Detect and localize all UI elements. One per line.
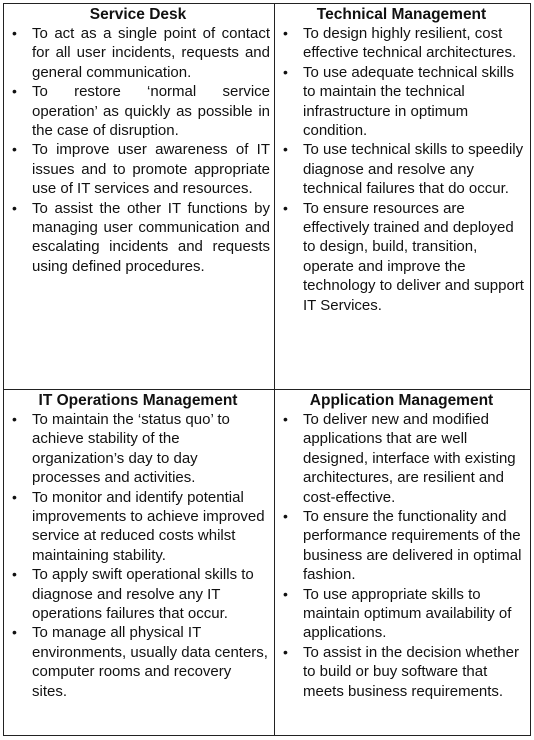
service-desk-list: [6, 24, 270, 276]
bullet-icon: •: [283, 585, 288, 602]
bullet-icon: •: [283, 411, 288, 427]
bullet-icon: •: [283, 141, 288, 158]
bullet-icon: •: [12, 411, 17, 427]
list-item: • To monitor and identify potential improvements to achieve improved service at reduced costs whilst maintaining stability.: [12, 488, 265, 564]
list-item: • To assist in the decision whether to build or buy software that meets business requirements.: [283, 643, 519, 700]
bullet-icon: •: [12, 25, 17, 41]
list-item: • To ensure resources are effectively trained and deployed to design, build, transition, operate and improve the technology to deliver and support IT Services.: [283, 199, 524, 314]
it-operations-management-cell: [4, 390, 275, 736]
list-item: • To use adequate technical skills to maintain the technical infrastructure in optimum condition.: [283, 63, 514, 140]
bullet-icon: •: [283, 63, 288, 80]
list-item: • To assist the other IT functions by managing user communication and escalating incidents and requests using defined procedures.: [12, 199, 270, 275]
technical-management-list: [277, 24, 526, 315]
list-item: • To apply swift operational skills to diagnose and resolve any IT operations failures that occur.: [12, 566, 254, 623]
list-item: • To ensure the functionality and performance requirements of the business are delivered in optimal fashion.: [283, 508, 522, 584]
technical-management-title: Technical Management: [316, 6, 487, 23]
list-item: • To restore ‘normal service operation’ as quickly as possible in the case of disruption.: [12, 83, 270, 140]
bullet-icon: •: [12, 624, 17, 641]
service-desk-cell: [4, 4, 275, 390]
list-item: • To maintain the ‘status quo’ to achieve stability of the organization’s day to day processes and activities.: [12, 411, 230, 487]
list-item: • To design highly resilient, cost effective technical architectures.: [283, 25, 517, 62]
application-management-cell: [275, 390, 531, 736]
application-management-title: Application Management: [309, 392, 494, 409]
list-item: • To improve user awareness of IT issues and to promote appropriate use of IT services and resources.: [12, 141, 270, 198]
list-item: • To use technical skills to speedily diagnose and resolve any technical failures that do occur.: [283, 141, 524, 198]
bullet-icon: •: [283, 25, 288, 41]
functions-table: [3, 3, 531, 736]
list-item: • To manage all physical IT environments, usually data centers, computer rooms and recovery sites.: [12, 624, 268, 700]
service-desk-title: Service Desk: [89, 6, 187, 23]
bullet-icon: •: [283, 199, 288, 216]
it-operations-management-list: [6, 410, 270, 701]
list-item: • To act as a single point of contact for all user incidents, requests and general communication.: [12, 25, 270, 81]
it-operations-management-title: IT Operations Management: [38, 392, 238, 409]
list-item: • To use appropriate skills to maintain optimum availability of applications.: [283, 585, 512, 642]
bullet-icon: •: [12, 566, 17, 583]
bullet-icon: •: [12, 83, 17, 100]
bullet-icon: •: [283, 643, 288, 660]
bullet-icon: •: [12, 488, 17, 505]
list-item: • To deliver new and modified applications that are well designed, interface with existing architectures, are resilient and cost-effective.: [283, 411, 516, 506]
bullet-icon: •: [283, 508, 288, 525]
bullet-icon: •: [12, 199, 17, 216]
technical-management-cell: [275, 4, 531, 390]
bullet-icon: •: [12, 141, 17, 158]
application-management-list: [277, 410, 526, 701]
